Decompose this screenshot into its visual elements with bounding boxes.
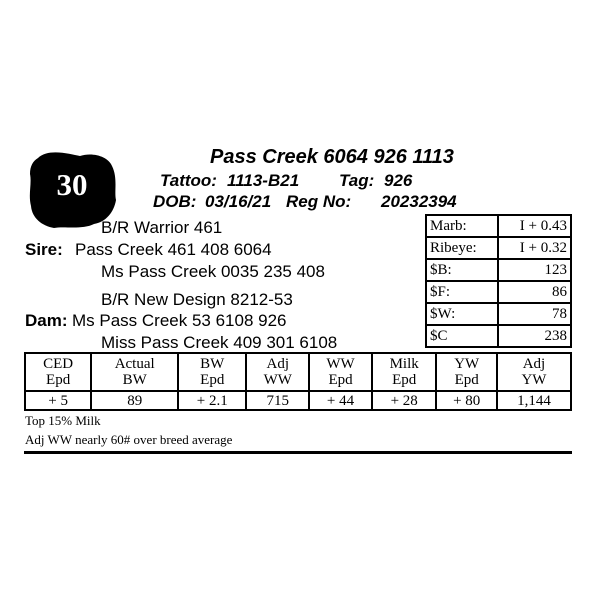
epd-header: Adj WW [246, 353, 309, 391]
index-value: 86 [498, 281, 571, 303]
epd-value: + 44 [309, 391, 372, 410]
index-label: Ribeye: [426, 237, 498, 259]
index-value: I + 0.43 [498, 215, 571, 237]
table-row [426, 325, 571, 347]
footer-divider [24, 451, 572, 454]
note-adj-ww: Adj WW nearly 60# over breed average [25, 432, 233, 447]
sire-dam: Ms Pass Creek 0035 235 408 [101, 262, 325, 281]
table-row [426, 281, 571, 303]
epd-header: WW Epd [309, 353, 372, 391]
index-label: $C [426, 325, 498, 347]
table-row [426, 215, 571, 237]
lot-number: 30 [56, 167, 88, 202]
animal-name: Pass Creek 6064 926 1113 [210, 146, 454, 168]
note-top-milk: Top 15% Milk [25, 413, 101, 428]
epd-header: CED Epd [25, 353, 91, 391]
tag-label: Tag: [339, 171, 375, 190]
index-value: I + 0.32 [498, 237, 571, 259]
index-value: 78 [498, 303, 571, 325]
reg-value: 20232394 [381, 192, 457, 211]
epd-value: + 2.1 [178, 391, 246, 410]
dam-label: Dam: [25, 311, 68, 330]
dob-value: 03/16/21 [205, 192, 272, 211]
index-label: $F: [426, 281, 498, 303]
epd-header: YW Epd [436, 353, 496, 391]
epd-value: + 5 [25, 391, 91, 410]
epd-header-row [25, 353, 571, 391]
reg-label: Reg No: [286, 192, 352, 211]
epd-table [24, 352, 572, 411]
epd-value: 715 [246, 391, 309, 410]
epd-value: + 80 [436, 391, 496, 410]
epd-header: Actual BW [91, 353, 178, 391]
index-label: $W: [426, 303, 498, 325]
tattoo-label: Tattoo: [160, 171, 217, 190]
index-value: 238 [498, 325, 571, 347]
dob-label: DOB: [153, 192, 197, 211]
index-label: Marb: [426, 215, 498, 237]
table-row [426, 303, 571, 325]
sire-label: Sire: [25, 240, 63, 259]
sire-sire: B/R Warrior 461 [101, 218, 223, 237]
table-row [426, 259, 571, 281]
epd-value-row [25, 391, 571, 410]
epd-value: + 28 [372, 391, 437, 410]
index-label: $B: [426, 259, 498, 281]
dam-name: Ms Pass Creek 53 6108 926 [72, 311, 287, 330]
index-value: 123 [498, 259, 571, 281]
tattoo-value: 1113-B21 [227, 171, 300, 190]
dam-dam: Miss Pass Creek 409 301 6108 [101, 333, 338, 352]
epd-header: BW Epd [178, 353, 246, 391]
epd-value: 1,144 [497, 391, 571, 410]
index-table [425, 214, 572, 348]
epd-header: Milk Epd [372, 353, 437, 391]
sire-name: Pass Creek 461 408 6064 [75, 240, 272, 259]
table-row [426, 237, 571, 259]
epd-header: Adj YW [497, 353, 571, 391]
dam-sire: B/R New Design 8212-53 [101, 290, 293, 309]
epd-value: 89 [91, 391, 178, 410]
tag-value: 926 [384, 171, 413, 190]
